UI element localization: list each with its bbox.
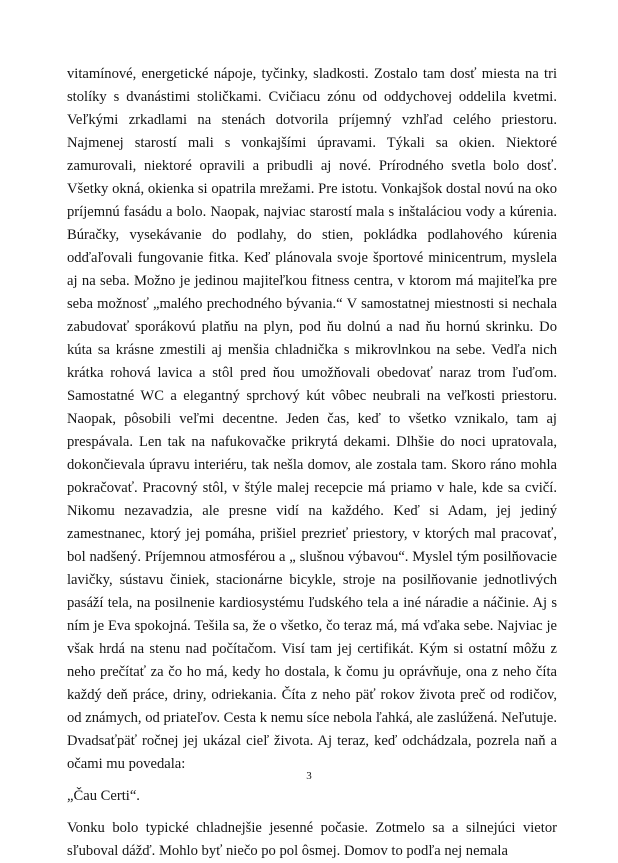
page-number: 3 [306, 770, 312, 782]
paragraph-3: Vonku bolo typické chladnejšie jesenné počasie. Zotmelo sa a silnejúci vietor sľuboval dážď. Mohlo byť niečo po pol ôsmej. Domov to podľa nej nemala [67, 820, 557, 859]
paragraph-1: vitamínové, energetické nápoje, tyčinky, sladkosti. Zostalo tam dosť miesta na tri stolíky s dvanástimi stoličkami. Cvičiacu zónu od oddychovej oddelila kvetmi. Veľkými zrkadlami na stenách dotvorila príjemný vzhľad celého priestoru. Najmenej starostí mali s vonkajšími úpravami. Týkali sa okien. Niektoré zamurovali, niektoré opravili a pribudli aj nové. Prírodného svetla bolo dosť. Všetky okná, okienka si opatrila mrežami. Pre istotu. Vonkajšok dostal novú na oko príjemnú fasádu a bolo. Naopak, najviac starostí mala s inštaláciou vody a kúrenia. Búračky, vysekávanie do podlahy, do stien, pokládka podlahového kúrenia odďaľovali fungovanie fitka. Keď plánovala svoje športové minicentrum, myslela aj na seba. Možno je jedinou majiteľkou fitness centra, v ktorom má majiteľka pre seba možnosť „malého prechodného bývania.“ V samostatnej miestnosti si nechala zabudovať sporákovú platňu na plyn, pod ňu dolnú a nad ňu hornú skrinku. Do kúta sa krásne zmestili aj menšia chladnička s mikrovlnkou na sebe. Vedľa nich krátka rohová lavica a stôl pred ňou umožňovali obedovať naraz trom ľuďom. Samostatné WC a elegantný sprchový kút vôbec neubrali na veľkosti priestoru. Naopak, pôsobili veľmi decentne. Jeden čas, keď to všetko vznikalo, tam aj prespávala. Len tak na nafukovačke prikrytá dekami. Dlhšie do noci upratovala, dokončievala úpravu interiéru, tak nešla domov, ale zostala tam. Skoro ráno mohla pokračovať. Pracovný stôl, v štýle malej recepcie má priamo v hale, kde sa cvičí. Nikomu nezavadzia, ale presne vidí na každého. Keď si Adam, jej jediný zamestnanec, ktorý jej pomáha, prišiel prezrieť priestory, v ktorých mal pracovať, bol nadšený. Príjemnou atmosférou a „ slušnou výbavou“. Myslel tým posilňovacie lavičky, sústavu činiek, stacionárne bicykle, stroje na posilňovanie jednotlivých pasáží tela, na posilnenie kardiosystému ľudského tela a iné náradie a náčinie. Aj s ním je Eva spokojná. Tešila sa, že o všetko, čo teraz má, má vďaka sebe. Najviac je však hrdá na stenu nad počítačom. Visí tam jej certifikát. Kým si ostatní môžu z neho prečítať za čo ho má, kedy ho dostala, k čomu ju oprávňuje, ona z neho číta každý deň práce, driny, odriekania. Číta z neho päť rokov života preč od rodičov, od známych, od priateľov. Cesta k nemu síce nebola ľahká, ale zaslúžená. Neľutuje. Dvadsaťpäť ročnej jej ukázal cieľ života. Aj teraz, keď odchádzala, pozrela naň a očami mu povedala: [67, 66, 557, 772]
body-text [67, 63, 557, 863]
paragraph-2: „Čau Certi“. [67, 788, 140, 804]
